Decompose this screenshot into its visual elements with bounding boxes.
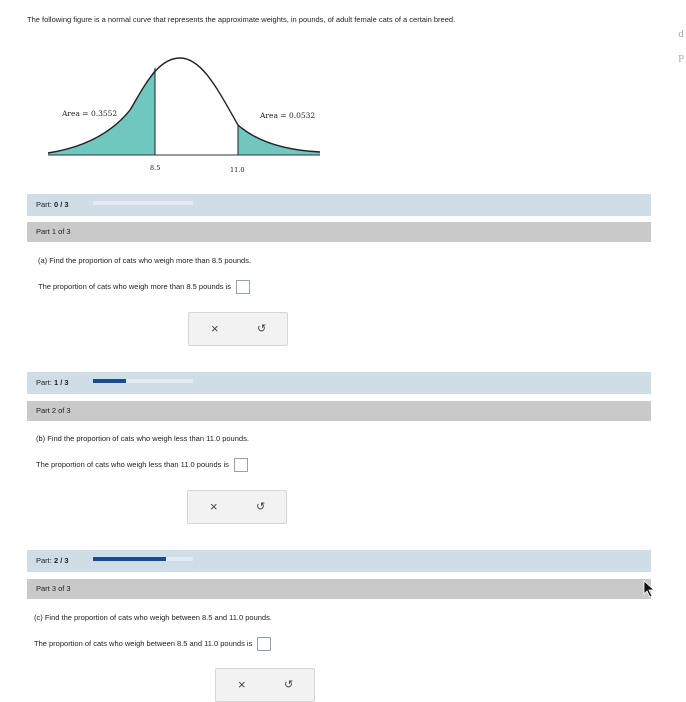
progress-bar-part1	[27, 194, 651, 216]
question-c: (c) Find the proportion of cats who weigh between 8.5 and 11.0 pounds.	[34, 613, 272, 622]
tick-label-8-5: 8.5	[150, 164, 161, 172]
progress-value: 0 / 3	[53, 200, 69, 209]
intro-text: The following figure is a normal curve that represents the approximate weights, in pounds, of adult female cats of a certain breed.	[27, 15, 456, 24]
progress-bar-part2	[27, 372, 651, 394]
answer-prompt: The proportion of cats who weigh more than 8.5 pounds is	[38, 281, 232, 291]
mouse-cursor-icon	[643, 580, 657, 598]
part-header-1	[27, 222, 651, 242]
left-area-label: Area = 0.3552	[62, 109, 118, 118]
progress-value: 2 / 3	[53, 556, 69, 565]
progress-label: Part:	[36, 556, 52, 565]
question-a: (a) Find the proportion of cats who weigh more than 8.5 pounds.	[38, 256, 252, 265]
edge-text-2: P	[677, 55, 684, 65]
part-header-2	[27, 401, 651, 421]
clear-button[interactable]: ×	[210, 499, 218, 514]
answer-row-b	[36, 458, 248, 472]
progress-track	[93, 379, 193, 383]
progress-bar-part3	[27, 550, 651, 572]
answer-prompt: The proportion of cats who weigh less than 11.0 pounds is	[36, 459, 229, 469]
action-buttons-b	[187, 490, 287, 524]
tick-label-11-0: 11.0	[230, 166, 245, 174]
progress-track	[93, 557, 193, 561]
normal-curve-svg	[40, 50, 340, 185]
clear-button[interactable]: ×	[238, 677, 246, 692]
undo-button[interactable]: ↺	[284, 679, 294, 691]
action-buttons-a	[188, 312, 288, 346]
answer-input-a[interactable]	[236, 280, 250, 294]
part-header-label: Part 1 of 3	[36, 227, 71, 236]
answer-row-a	[38, 280, 250, 294]
edge-text-1: d	[678, 30, 684, 40]
progress-fill	[93, 557, 166, 561]
answer-prompt: The proportion of cats who weigh between 8.5 and 11.0 pounds is	[34, 638, 253, 648]
action-buttons-c	[215, 668, 315, 702]
part-header-label: Part 2 of 3	[36, 406, 71, 415]
part-header-label: Part 3 of 3	[36, 584, 71, 593]
undo-button[interactable]: ↺	[256, 501, 266, 513]
answer-input-c[interactable]	[257, 637, 271, 651]
normal-curve-figure	[40, 50, 340, 185]
answer-input-b[interactable]	[234, 458, 248, 472]
part-header-3	[27, 579, 651, 599]
undo-button[interactable]: ↺	[257, 323, 267, 335]
progress-value: 1 / 3	[53, 378, 69, 387]
progress-label: Part:	[36, 378, 52, 387]
progress-fill	[93, 379, 126, 383]
progress-track	[93, 201, 193, 205]
normal-curve-line	[48, 58, 320, 153]
answer-row-c	[34, 637, 271, 651]
right-area-label: Area = 0.0532	[260, 111, 316, 120]
clear-button[interactable]: ×	[211, 321, 219, 336]
question-b: (b) Find the proportion of cats who weigh less than 11.0 pounds.	[36, 434, 249, 443]
progress-label: Part:	[36, 200, 52, 209]
